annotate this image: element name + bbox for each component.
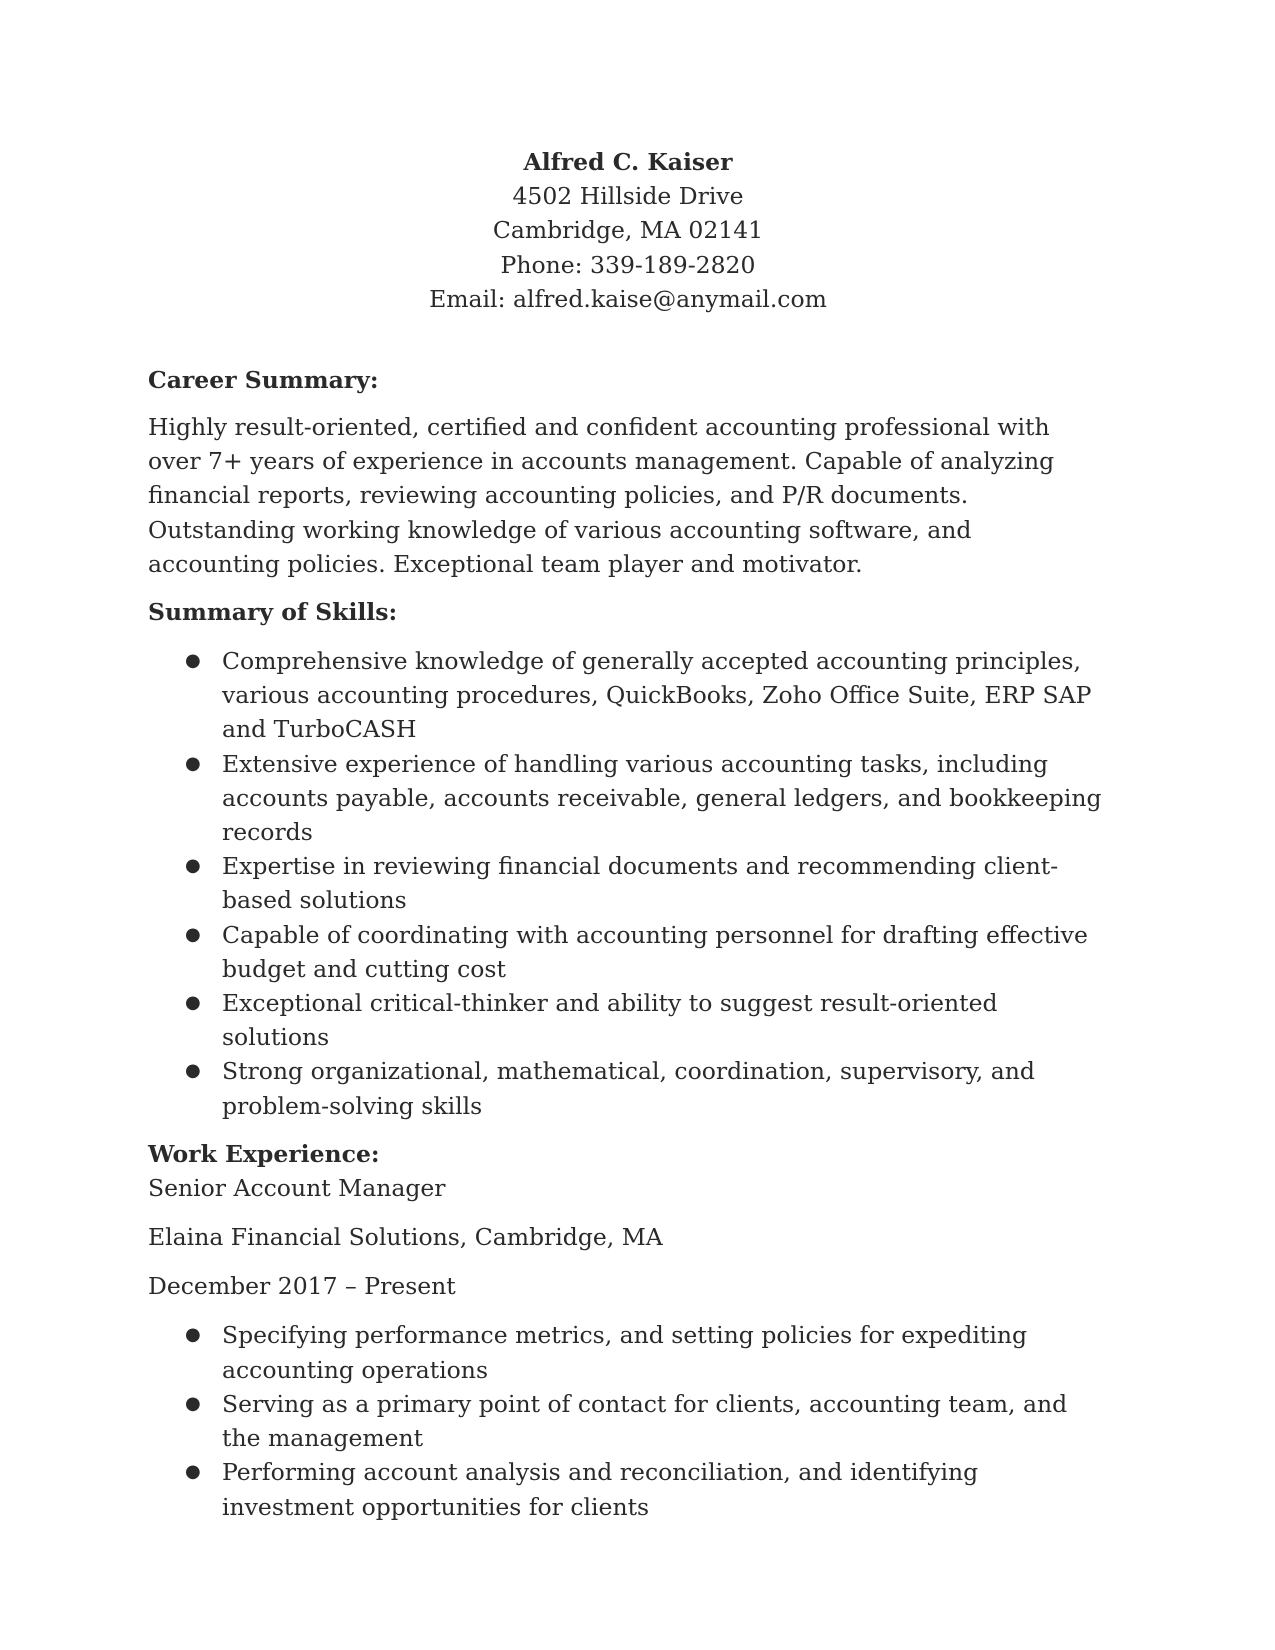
skill-item: ● Capable of coordinating with accounting personnel for drafting effective budget and cutting cost bbox=[148, 918, 1108, 986]
candidate-name: Alfred C. Kaiser bbox=[523, 148, 733, 176]
address-line: 4502 Hillside Drive bbox=[512, 182, 744, 211]
city-line: Cambridge, MA 02141 bbox=[492, 216, 764, 245]
skill-item: ● Strong organizational, mathematical, coordination, supervisory, and problem-solving skills bbox=[148, 1054, 1108, 1122]
bullet-icon: ● bbox=[185, 855, 201, 877]
company-line: Elaina Financial Solutions, Cambridge, MA bbox=[148, 1223, 663, 1252]
duty-item: ● Specifying performance metrics, and setting policies for expediting accounting operations bbox=[148, 1318, 1108, 1386]
contact-header bbox=[148, 145, 1108, 316]
duty-item: ● Performing account analysis and reconciliation, and identifying investment opportunities for clients bbox=[148, 1455, 1108, 1523]
work-duties-list bbox=[148, 1318, 1108, 1523]
career-summary-heading: Career Summary: bbox=[148, 366, 379, 395]
bullet-icon: ● bbox=[185, 923, 201, 945]
skill-item: ● Expertise in reviewing financial documents and recommending client-based solutions bbox=[148, 849, 1108, 917]
skill-item: ● Exceptional critical-thinker and ability to suggest result-oriented solutions bbox=[148, 986, 1108, 1054]
resume-page bbox=[148, 145, 1108, 1524]
work-experience-heading: Work Experience: bbox=[148, 1139, 380, 1168]
employment-dates: December 2017 – Present bbox=[148, 1272, 456, 1301]
bullet-icon: ● bbox=[185, 1392, 201, 1414]
bullet-icon: ● bbox=[185, 1324, 201, 1346]
duty-item: ● Serving as a primary point of contact for clients, accounting team, and the management bbox=[148, 1387, 1108, 1455]
bullet-icon: ● bbox=[185, 1060, 201, 1082]
skill-item: ● Extensive experience of handling various accounting tasks, including accounts payable, accounts receivable, general ledgers, and bookkeeping records bbox=[148, 747, 1108, 850]
bullet-icon: ● bbox=[185, 752, 201, 774]
email-line: Email: alfred.kaise@anymail.com bbox=[429, 284, 827, 313]
job-title: Senior Account Manager bbox=[148, 1173, 446, 1202]
career-summary-text: Highly result-oriented, certified and confident accounting professional with over 7+ years of experience in accounts management. Capable of analyzing financial reports, reviewing accounting policies, and P/R documents. Outstanding working knowledge of various accounting software, and accounting policies. Exceptional team player and motivator. bbox=[148, 413, 1055, 578]
bullet-icon: ● bbox=[185, 1461, 201, 1483]
skill-item: ● Comprehensive knowledge of generally accepted accounting principles, various accounting procedures, QuickBooks, Zoho Office Suite, ERP SAP and TurboCASH bbox=[148, 644, 1108, 747]
skills-list bbox=[148, 644, 1108, 1123]
bullet-icon: ● bbox=[185, 650, 201, 672]
bullet-icon: ● bbox=[185, 992, 201, 1014]
skills-heading: Summary of Skills: bbox=[148, 598, 398, 627]
phone-line: Phone: 339-189-2820 bbox=[500, 250, 756, 279]
